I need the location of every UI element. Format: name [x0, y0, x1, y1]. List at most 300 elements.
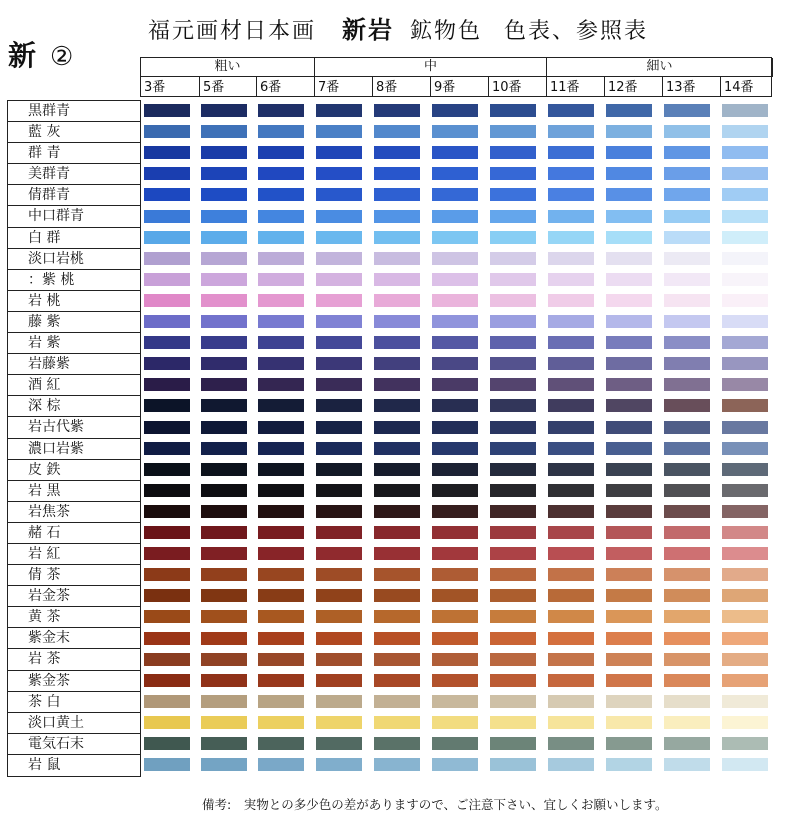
color-swatch: [664, 463, 710, 476]
color-swatch: [722, 146, 768, 159]
color-swatch: [548, 104, 594, 117]
color-swatch: [664, 547, 710, 560]
color-swatch: [201, 505, 247, 518]
color-swatch: [664, 737, 710, 750]
color-swatch: [144, 421, 190, 434]
color-swatch: [258, 294, 304, 307]
grade-header: [140, 57, 772, 97]
color-swatch: [722, 758, 768, 771]
color-swatch: [316, 653, 362, 666]
color-swatch: [374, 315, 420, 328]
color-swatch: [722, 421, 768, 434]
color-swatch: [722, 484, 768, 497]
grade-group-2: 中: [315, 58, 547, 76]
color-swatch: [316, 104, 362, 117]
color-name: 倩 茶: [8, 565, 140, 586]
color-swatch: [606, 231, 652, 244]
color-swatch: [722, 399, 768, 412]
color-swatch: [606, 568, 652, 581]
color-swatch: [606, 632, 652, 645]
color-swatch: [432, 610, 478, 623]
grade-label: 11番: [547, 76, 605, 97]
color-swatch: [201, 610, 247, 623]
color-swatch: [201, 167, 247, 180]
color-swatch: [316, 294, 362, 307]
color-swatch: [432, 484, 478, 497]
color-swatch: [258, 231, 304, 244]
color-swatch: [490, 505, 536, 518]
color-swatch: [606, 758, 652, 771]
color-swatch: [144, 484, 190, 497]
color-swatch: [490, 357, 536, 370]
color-name: 酒 紅: [8, 375, 140, 396]
color-swatch: [722, 104, 768, 117]
color-swatch: [201, 695, 247, 708]
color-swatch: [548, 526, 594, 539]
color-swatch: [316, 336, 362, 349]
color-swatch: [258, 421, 304, 434]
color-swatch: [664, 526, 710, 539]
color-swatch: [432, 167, 478, 180]
color-swatch: [316, 231, 362, 244]
color-swatch: [490, 125, 536, 138]
color-swatch: [664, 210, 710, 223]
color-swatch: [144, 695, 190, 708]
grade-group-1: 粗い: [141, 58, 315, 76]
color-swatch: [432, 378, 478, 391]
color-swatch: [316, 758, 362, 771]
color-swatch: [548, 273, 594, 286]
color-swatch: [432, 695, 478, 708]
color-swatch: [201, 231, 247, 244]
color-swatch: [664, 167, 710, 180]
color-swatch: [258, 758, 304, 771]
color-swatch: [258, 336, 304, 349]
color-swatch: [144, 610, 190, 623]
color-swatch: [144, 737, 190, 750]
color-swatch: [201, 104, 247, 117]
color-swatch: [490, 463, 536, 476]
color-swatch: [316, 568, 362, 581]
color-swatch: [258, 568, 304, 581]
color-swatch: [432, 104, 478, 117]
footnote: 備考: 実物との多少色の差がありますので、ご注意下さい、宜しくお願いします。: [202, 797, 668, 812]
grade-label: 8番: [373, 76, 431, 97]
color-swatch: [432, 315, 478, 328]
color-swatch: [258, 378, 304, 391]
color-swatch: [258, 610, 304, 623]
color-swatch: [490, 442, 536, 455]
color-swatch: [316, 674, 362, 687]
color-swatch: [722, 315, 768, 328]
color-swatch: [144, 653, 190, 666]
color-swatch: [316, 526, 362, 539]
color-swatch: [258, 167, 304, 180]
color-swatch: [548, 674, 594, 687]
color-swatch: [258, 695, 304, 708]
color-swatch: [606, 484, 652, 497]
color-swatch: [144, 716, 190, 729]
grade-label: 12番: [605, 76, 663, 97]
color-swatch: [490, 610, 536, 623]
color-swatch: [548, 210, 594, 223]
color-name: 紫金茶: [8, 671, 140, 692]
color-swatch: [664, 695, 710, 708]
color-swatch: [374, 716, 420, 729]
color-swatch: [374, 758, 420, 771]
color-swatch: [432, 294, 478, 307]
color-swatch: [606, 421, 652, 434]
color-name: 岩 茶: [8, 649, 140, 670]
color-swatch: [664, 378, 710, 391]
color-name: 群 青: [8, 143, 140, 164]
color-swatch: [490, 378, 536, 391]
color-swatch: [316, 421, 362, 434]
color-name: 倩群青: [8, 185, 140, 206]
color-swatch: [548, 146, 594, 159]
grade-label: 3番: [141, 76, 200, 97]
color-name: 濃口岩紫: [8, 439, 140, 460]
color-swatch: [258, 505, 304, 518]
color-swatch: [201, 547, 247, 560]
color-swatch: [201, 716, 247, 729]
color-name: 茶 白: [8, 692, 140, 713]
color-swatch: [144, 252, 190, 265]
color-swatch: [548, 737, 594, 750]
color-swatch: [606, 252, 652, 265]
color-swatch: [664, 568, 710, 581]
color-swatch: [490, 674, 536, 687]
color-swatch: [201, 632, 247, 645]
color-swatch: [432, 146, 478, 159]
color-swatch: [664, 188, 710, 201]
color-swatch: [201, 294, 247, 307]
color-swatch: [664, 294, 710, 307]
color-swatch: [664, 442, 710, 455]
color-swatch: [258, 653, 304, 666]
color-swatch: [144, 146, 190, 159]
color-swatch: [548, 442, 594, 455]
color-swatch: [490, 167, 536, 180]
color-swatch: [490, 758, 536, 771]
color-swatch: [548, 568, 594, 581]
color-swatch: [374, 399, 420, 412]
color-swatch: [201, 210, 247, 223]
color-swatch: [548, 632, 594, 645]
color-name: 岩藤紫: [8, 354, 140, 375]
color-swatch: [144, 104, 190, 117]
color-swatch: [548, 231, 594, 244]
color-swatch: [606, 167, 652, 180]
grade-group-3: 細い: [547, 58, 773, 76]
color-swatch: [432, 716, 478, 729]
color-swatch: [316, 378, 362, 391]
color-swatch: [606, 210, 652, 223]
color-swatch: [664, 273, 710, 286]
grade-label: 10番: [489, 76, 547, 97]
color-swatch: [432, 589, 478, 602]
color-swatch: [258, 273, 304, 286]
color-swatch: [316, 695, 362, 708]
color-swatch: [432, 188, 478, 201]
color-swatch: [490, 421, 536, 434]
color-swatch: [548, 610, 594, 623]
color-swatch: [144, 188, 190, 201]
product-name: 新岩: [342, 15, 395, 44]
color-swatch: [722, 125, 768, 138]
color-swatch: [722, 167, 768, 180]
color-swatch: [664, 484, 710, 497]
color-swatch: [432, 463, 478, 476]
color-swatch: [258, 399, 304, 412]
color-swatch: [432, 737, 478, 750]
color-swatch: [374, 442, 420, 455]
brand-name: 福元画材日本画: [148, 19, 317, 44]
color-name: 電気石末: [8, 734, 140, 755]
color-swatch: [374, 463, 420, 476]
color-swatch: [258, 716, 304, 729]
color-swatch: [316, 146, 362, 159]
color-swatch: [316, 589, 362, 602]
color-swatch: [548, 294, 594, 307]
color-swatch: [374, 273, 420, 286]
color-swatch: [316, 167, 362, 180]
color-name: 中口群青: [8, 206, 140, 227]
color-swatch: [258, 146, 304, 159]
color-swatch: [722, 568, 768, 581]
page-title: [148, 10, 648, 45]
color-swatch: [374, 695, 420, 708]
color-swatch: [432, 210, 478, 223]
color-swatch: [201, 653, 247, 666]
color-swatch: [432, 273, 478, 286]
color-swatch: [374, 526, 420, 539]
color-swatch: [374, 378, 420, 391]
color-swatch: [548, 399, 594, 412]
color-swatch: [664, 758, 710, 771]
color-swatch: [374, 167, 420, 180]
color-name: 美群青: [8, 164, 140, 185]
color-swatch: [664, 610, 710, 623]
color-swatch: [606, 399, 652, 412]
color-swatch: [144, 399, 190, 412]
color-swatch: [664, 315, 710, 328]
color-name: 岩 鼠: [28, 756, 61, 773]
color-swatch: [722, 273, 768, 286]
color-swatch: [548, 463, 594, 476]
color-swatch: [316, 463, 362, 476]
color-swatch: [548, 378, 594, 391]
color-swatch: [258, 188, 304, 201]
color-swatch: [144, 463, 190, 476]
grade-label: 13番: [663, 76, 721, 97]
color-swatch: [432, 547, 478, 560]
color-swatch: [258, 463, 304, 476]
color-swatch: [606, 695, 652, 708]
color-swatch: [432, 357, 478, 370]
color-swatch: [490, 526, 536, 539]
color-swatch: [201, 125, 247, 138]
color-swatch: [548, 421, 594, 434]
color-swatch: [490, 146, 536, 159]
color-swatch: [664, 357, 710, 370]
color-swatch: [201, 526, 247, 539]
color-swatch: [374, 357, 420, 370]
color-name: 岩 黒: [8, 481, 140, 502]
color-swatch: [258, 357, 304, 370]
color-swatch: [374, 653, 420, 666]
color-swatch: [722, 632, 768, 645]
color-name: 岩焦茶: [8, 502, 140, 523]
color-swatch: [374, 188, 420, 201]
color-swatch: [548, 547, 594, 560]
color-swatch: [258, 632, 304, 645]
color-swatch: [664, 252, 710, 265]
color-swatch: [606, 146, 652, 159]
color-swatch: [490, 568, 536, 581]
color-swatch: [258, 547, 304, 560]
color-swatch: [490, 294, 536, 307]
color-name: 赭 石: [8, 523, 140, 544]
color-swatch: [432, 125, 478, 138]
color-swatch: [606, 463, 652, 476]
color-swatch: [316, 273, 362, 286]
color-swatch: [664, 104, 710, 117]
color-swatch: [490, 231, 536, 244]
color-swatch: [606, 737, 652, 750]
color-name: 淡口黄土: [8, 713, 140, 734]
color-swatch: [722, 294, 768, 307]
color-swatch: [201, 737, 247, 750]
color-name: 深 棕: [8, 396, 140, 417]
color-swatch: [258, 526, 304, 539]
color-swatch: [432, 505, 478, 518]
color-swatch: [490, 252, 536, 265]
color-name: 皮 鉄: [8, 460, 140, 481]
color-swatch: [432, 336, 478, 349]
color-swatch: [664, 653, 710, 666]
color-swatch: [144, 526, 190, 539]
color-swatch: [144, 547, 190, 560]
sheet-number: ②: [50, 42, 74, 72]
color-name: 黄 茶: [8, 607, 140, 628]
color-swatch: [316, 505, 362, 518]
color-swatch: [490, 484, 536, 497]
color-swatch: [316, 188, 362, 201]
color-swatch: [432, 399, 478, 412]
category-name: 鉱物色: [410, 19, 483, 44]
color-swatch: [201, 674, 247, 687]
color-swatch: [316, 125, 362, 138]
color-swatch: [374, 737, 420, 750]
chart-name: 色表、参照表: [504, 19, 649, 44]
color-swatch: [606, 610, 652, 623]
color-swatch: [606, 315, 652, 328]
color-swatch: [374, 294, 420, 307]
color-swatch: [548, 484, 594, 497]
color-name: 岩 紅: [8, 544, 140, 565]
color-swatch: [490, 695, 536, 708]
color-swatch: [144, 632, 190, 645]
color-swatch: [316, 399, 362, 412]
color-swatch: [722, 695, 768, 708]
color-swatch: [201, 399, 247, 412]
color-swatch: [722, 526, 768, 539]
color-swatch: [548, 357, 594, 370]
color-name: ：紫 桃: [8, 270, 140, 291]
color-swatch: [201, 758, 247, 771]
color-swatch: [258, 737, 304, 750]
color-swatch: [722, 505, 768, 518]
color-swatch: [490, 716, 536, 729]
color-swatch: [258, 589, 304, 602]
color-swatch: [432, 568, 478, 581]
color-swatch: [664, 632, 710, 645]
color-swatch: [722, 463, 768, 476]
color-swatch: [606, 273, 652, 286]
color-swatch: [316, 632, 362, 645]
color-swatch: [606, 378, 652, 391]
color-swatch: [548, 336, 594, 349]
color-swatch: [374, 231, 420, 244]
color-swatch: [201, 589, 247, 602]
color-swatch: [258, 674, 304, 687]
color-swatch: [432, 632, 478, 645]
sheet-label: [8, 34, 73, 74]
grade-label: 7番: [315, 76, 373, 97]
color-swatch: [316, 484, 362, 497]
color-swatch: [490, 632, 536, 645]
color-swatch: [432, 653, 478, 666]
color-swatch: [316, 737, 362, 750]
color-swatch: [490, 399, 536, 412]
color-swatch: [490, 589, 536, 602]
color-swatch: [664, 125, 710, 138]
color-swatch: [144, 442, 190, 455]
color-swatch: [201, 188, 247, 201]
color-swatch: [722, 210, 768, 223]
color-swatch: [316, 442, 362, 455]
color-swatch: [606, 589, 652, 602]
color-swatch: [548, 716, 594, 729]
color-swatch: [432, 758, 478, 771]
color-swatch: [548, 188, 594, 201]
color-swatch: [606, 716, 652, 729]
color-swatch: [548, 505, 594, 518]
color-swatch: [144, 294, 190, 307]
color-swatch: [374, 484, 420, 497]
color-swatch: [606, 125, 652, 138]
color-swatch: [490, 737, 536, 750]
color-swatch: [664, 399, 710, 412]
color-swatch: [201, 378, 247, 391]
color-swatch: [258, 315, 304, 328]
color-swatch: [374, 336, 420, 349]
color-swatch: [144, 378, 190, 391]
color-swatch: [432, 421, 478, 434]
color-swatch: [606, 547, 652, 560]
grade-label: 9番: [431, 76, 489, 97]
color-name: 淡口岩桃: [8, 249, 140, 270]
color-swatch: [316, 315, 362, 328]
color-swatch: [490, 315, 536, 328]
color-swatch: [144, 758, 190, 771]
color-swatch: [374, 125, 420, 138]
color-swatch: [490, 188, 536, 201]
color-swatch: [548, 315, 594, 328]
color-swatch: [548, 695, 594, 708]
color-swatch: [664, 505, 710, 518]
